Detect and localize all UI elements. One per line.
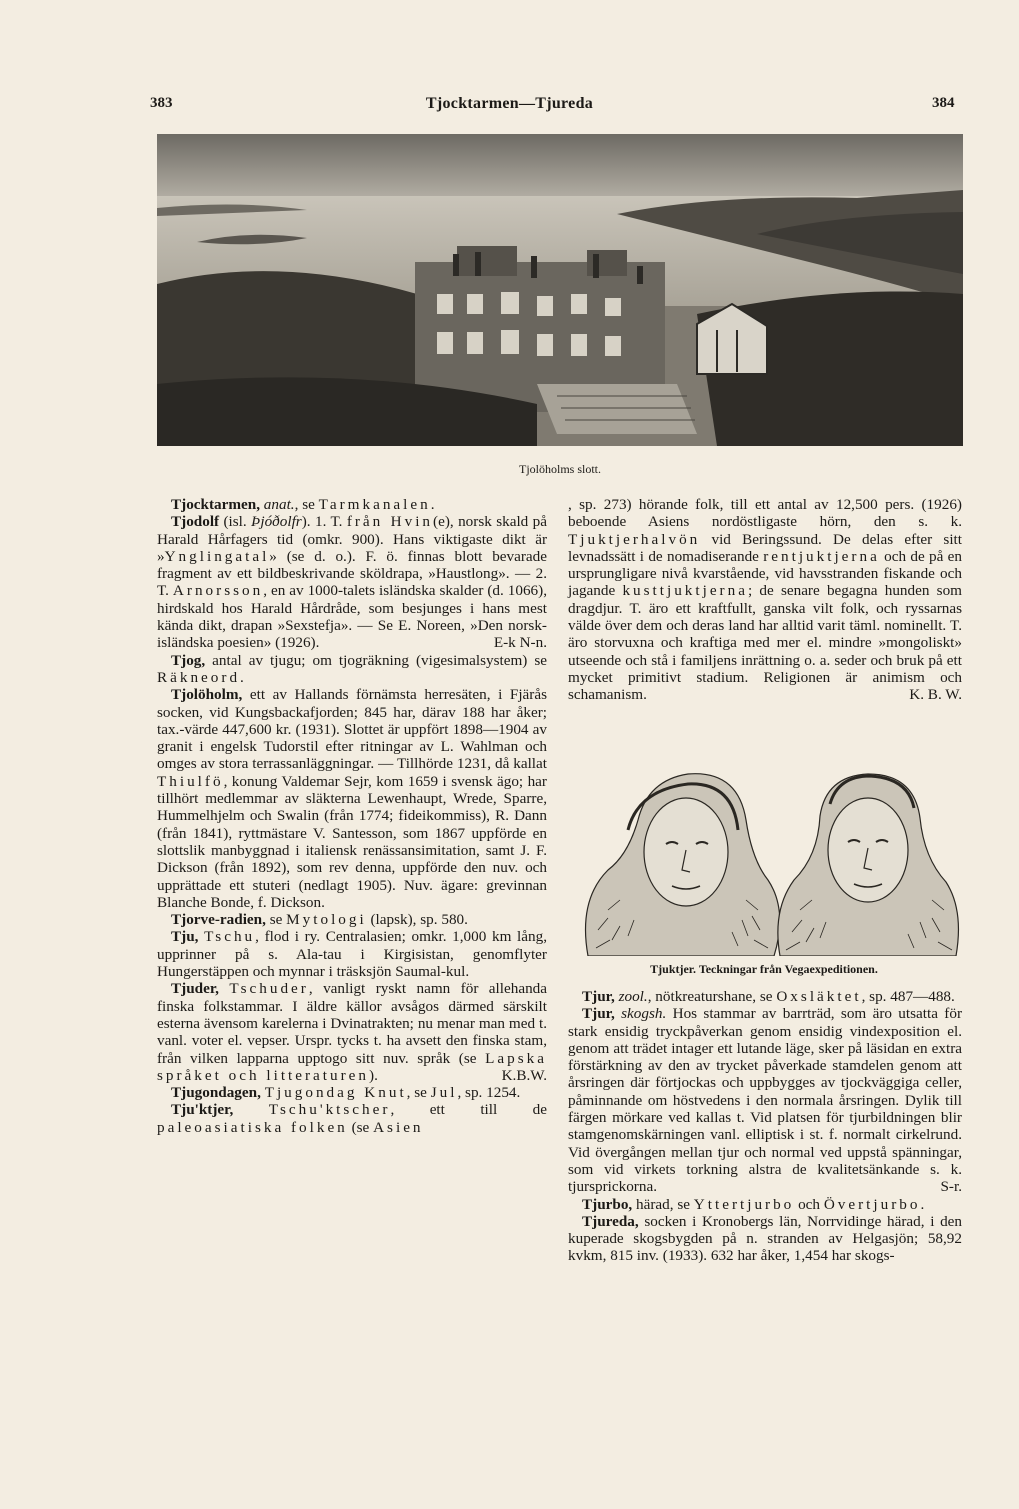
entry-tjuktjer-continued: , sp. 273) hörande folk, till ett antal av 12,500 pers. (1926) beboende Asiens nordöstligaste hörn, den s. k. Tjuktjerhalvön vid Beringssund. De delas efter sitt levnadssätt i de nomadiserande rentjuktjerna och de på en ursprungligare nivå kvarstående, vid havsstranden fiskande och jagande kusttjuktjerna; de senare begagna hunden som dragdjur. T. äro ett kraftfullt, ganska vilt folk, och ryssarnas välde över dem och deras land har alltid varit täml. nominellt. T. äro storvuxna och kraftiga med mer el. mindre »mongoliskt» utseende och stå i familjens inrättning o. a. seder och bruk på ett mycket primitivt stadium. Religionen är animism och schamanism. K. B. W. — [568, 496, 962, 704]
entry-tjureda: Tjureda, socken i Kronobergs län, Norrvidinge härad, i den kuperade skogsbygden på n. stranden av Helgasjön; 58,92 kvkm, 815 inv. (1933). 632 har åker, 1,454 har skogs- — [568, 1212, 962, 1265]
page-number-right: 384 — [932, 95, 955, 111]
right-column-bottom — [568, 988, 962, 1265]
entry-tjurbo: Tjurbo, härad, se Yttertjurbo och Övertjurbo. — [582, 1195, 925, 1213]
castle-caption: Tjolöholms slott. — [518, 462, 601, 476]
entry-tjog: Tjog, antal av tjugu; om tjogräkning (vigesimalsystem) se Räkneord. — [157, 651, 547, 686]
entry-tjocktarmen: Tjocktarmen, anat., se Tarmkanalen. — [171, 496, 435, 513]
left-column — [157, 496, 547, 1136]
tjuktjer-caption: Tjuktjer. Teckningar från Vegaexpeditionen. — [650, 962, 878, 976]
right-column-top — [568, 496, 962, 704]
tjuktjer-portraits — [568, 760, 960, 956]
castle-photograph — [157, 134, 963, 446]
entry-tju: Tju, Tschu, flod i ry. Centralasien; omkr. 1,000 km lång, upprinner på s. Ala-tau i Kirgisistan, genomflyter Hungerstäppen och mynnar i träsksjön Saumal-kul. — [157, 928, 547, 981]
entry-tjodolf: Tjodolf (isl. Þjóðolfr). 1. T. från Hvin(e), norsk skald på Harald Hårfagers tid (omkr. 900). Hans viktigaste dikt är »Ynglingatal» (se d. o.). F. ö. finnas blott bevarade fragment av ett bildbeskrivande sköldrapa, »Haustlong». — 2. T. Arnorsson, en av 1000-talets isländska skalder (d. 1066), hirdskald hos Harald Hårdråde, som besjunges i hans mest kända dikt, drapan »Sexstefja». — Se E. Noreen, »Den norsk-isländska poesien» (1926). E-k N-n. — [157, 513, 547, 652]
page-number-left: 383 — [150, 95, 173, 111]
entry-tjuder: Tjuder, Tschuder, vanligt ryskt namn för allehanda finska folkstammar. I äldre källor avsågos därmed särskilt esterna ävensom karelerna i Dvinatrakten; nu menar man med t. vanl. voter el. vepser. Urspr. tycks t. ha avsett den finska stam, från vilken lapparna upptogo sitt nuv. språk (se Lapska språket och litteraturen). K.B.W. — [157, 980, 547, 1084]
portrait-right — [778, 774, 959, 956]
entry-tjoloholm: Tjolöholm, ett av Hallands förnämsta herresäten, i Fjärås socken, vid Kungsbackafjorden; 845 har, därav 188 har åker; tax.-värde 447,600 kr. (1931). Slottet är uppfört 1898—1904 av granit i engelsk Tudorstil efter ritningar av L. Wahlman och omges av stora terrassanläggningar. — Tillhörde 1231, då kallat Thiulfö, konung Valdemar Sejr, kom 1659 i svensk ägo; har tillhört medlemmar av släkterna Lewenhaupt, Wrede, Sparre, Hummelhjelm och Swalin (från 1774; fideikommiss), R. Dann (från 1841), ryttmästare V. Santesson, som 1867 uppförde en slottslik manbyggnad i italiensk renässansimitation, samt J. F. Dickson (från 1892), som rev denna, uppförde den nuv. och upprättade ett stuteri (nedlagt 1905). Nuv. ägare: grevinnan Blanche Bonde, f. Dickson. — [157, 686, 547, 911]
entry-tjur-zool: Tjur, zool., nötkreaturshane, se Oxsläktet, sp. 487—488. — [582, 988, 955, 1005]
entry-tjorve-radien: Tjorve-radien, se Mytologi (lapsk), sp. 580. — [171, 911, 468, 929]
entry-tjur-skogsh: Tjur, skogsh. Hos stammar av barrträd, som äro utsatta för stark ensidig tryckpåverkan genom ensidig vindexposition el. genom att trädet intager ett lutande läge, sker på läsidan en extra förstärkning av den av trycket påverkade stamdelen genom att årsringen där förtjockas och uppbygges av tjockväggiga celler, påminnande om höstvedens i den normala årsringen. Dylik till färgen mörkare ved kallas t. Vid platsen för tjurbildningen blir stamgenomskärningen vanl. elliptisk i st. f. normalt cirkelrund. Vid övergången mellan tjur och normal ved uppstå spänningar, som vid virkets torkning alstra de kvalitetsänkande s. k. tjursprickorna. S-r. — [568, 1005, 962, 1196]
running-head: Tjocktarmen—Tjureda — [425, 95, 594, 112]
entry-tjuktjer: Tju'ktjer, Tschu'ktscher, ett till de paleoasiatiska folken (se Asien — [157, 1101, 547, 1136]
portrait-left — [586, 774, 780, 956]
entry-tjugondagen: Tjugondagen, Tjugondag Knut, se Jul, sp. 1254. — [171, 1084, 521, 1102]
